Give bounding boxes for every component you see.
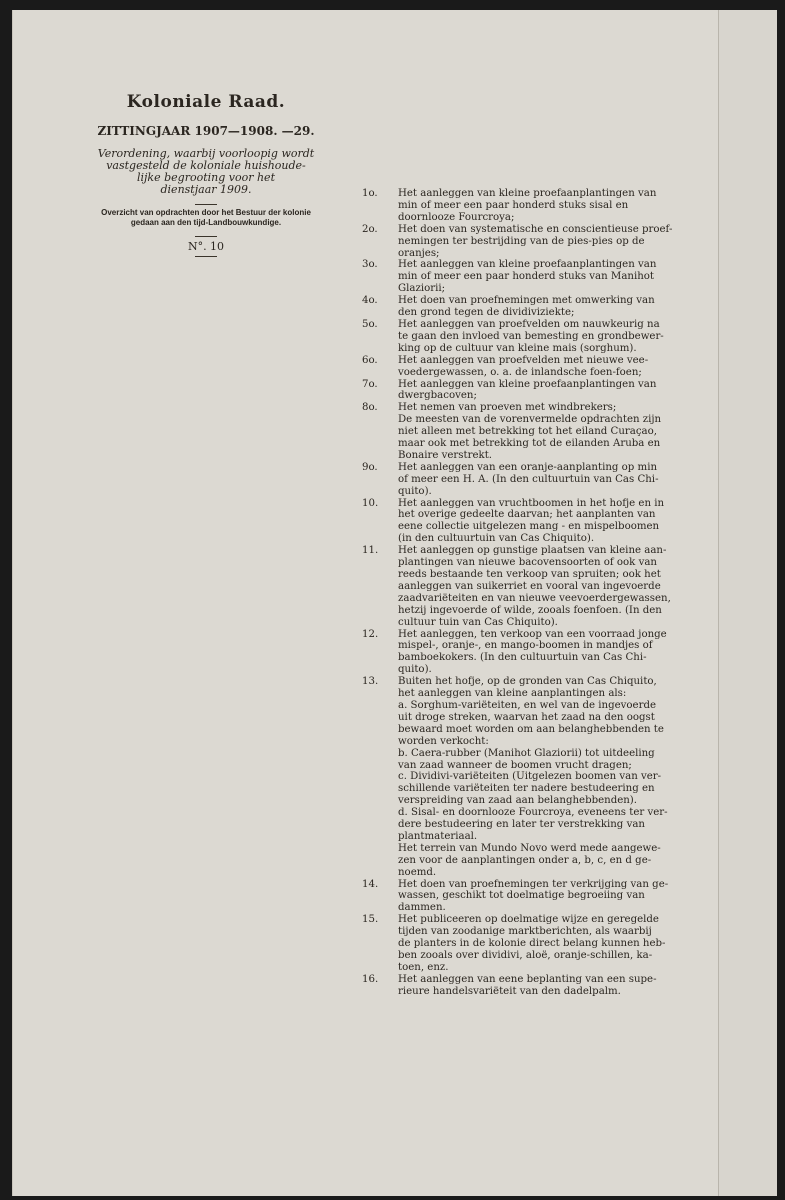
- item-line: aanleggen van suikerriet en vooral van ingevoerde: [398, 580, 661, 592]
- item-number: 8o.: [362, 402, 378, 414]
- item-line: het aanleggen van kleine aanplantingen als:: [398, 688, 627, 700]
- item-line: reeds bestaande ten verkoop van spruiten; ook het: [398, 569, 661, 580]
- ordinance-description: [80, 148, 332, 196]
- item-line: cultuur tuin van Cas Chiquito).: [398, 616, 558, 628]
- item-line: Het aanleggen van kleine proefaanplantingen van: [398, 188, 657, 199]
- item-number: 13.: [362, 676, 379, 688]
- list-item: [362, 188, 708, 224]
- item-line: Het aanleggen van kleine proefaanplantingen van: [398, 259, 657, 271]
- list-item: [362, 974, 708, 998]
- item-text: [398, 379, 708, 403]
- item-line: noemd.: [398, 866, 437, 878]
- item-number: 16.: [362, 973, 379, 985]
- item-text: [398, 914, 708, 974]
- item-line: bamboekokers. (In den cultuurtuin van Cas Chi-: [398, 652, 647, 664]
- item-line: (in den cultuurtuin van Cas Chiquito).: [398, 533, 595, 545]
- item-line: toen, enz.: [398, 961, 449, 973]
- item-number: 11.: [362, 545, 379, 557]
- item-line: Het nemen van proeven met windbrekers;: [398, 402, 617, 414]
- item-line: voedergewassen, o. a. de inlandsche foen-foen;: [398, 366, 642, 378]
- divider: [195, 236, 217, 237]
- item-text: [398, 629, 708, 677]
- item-text: [398, 498, 708, 546]
- item-text: [398, 879, 708, 915]
- item-line: de planters in de kolonie direct belang kunnen heb-: [398, 938, 666, 950]
- item-line: zaadvariëteiten en van nieuwe veevoerdergewassen,: [398, 592, 671, 604]
- list-item: [362, 676, 708, 878]
- item-line: min of meer een paar honderd stuks van Manihot: [398, 271, 655, 283]
- overview-line: gedaan aan den tijd-Landbouwkundige.: [130, 218, 282, 227]
- list-item: [362, 545, 708, 628]
- item-number: 6o.: [362, 354, 378, 366]
- item-line: maar ook met betrekking tot de eilanden Aruba en: [398, 438, 661, 450]
- document-number: N°. 10: [187, 240, 225, 253]
- item-text: [398, 188, 708, 224]
- list-item: [362, 498, 708, 546]
- list-item: [362, 879, 708, 915]
- item-text: [398, 402, 708, 462]
- item-line: quito).: [398, 664, 432, 676]
- item-line: uit droge streken, waarvan het zaad na den oogst: [398, 711, 655, 723]
- item-text: [398, 355, 708, 379]
- overview-caption: [80, 208, 332, 228]
- item-text: [398, 319, 708, 355]
- item-line: dere bestudeering en later ter verstrekking van: [398, 819, 645, 831]
- item-line: plantingen van nieuwe bacovensoorten of ook van: [398, 557, 657, 569]
- item-line: Het aanleggen van vruchtboomen in het hofje en in: [398, 497, 665, 509]
- item-number: 15.: [362, 914, 379, 926]
- item-number: 10.: [362, 497, 379, 509]
- item-line: Het doen van systematische en conscientieuse proef-: [398, 223, 673, 235]
- overview-line: Overzicht van opdrachten door het Bestuur der kolonie: [101, 208, 311, 217]
- ordinance-line: lijke begrooting voor het: [136, 171, 275, 184]
- item-text: [398, 676, 708, 878]
- list-item: [362, 319, 708, 355]
- item-line: te gaan den invloed van bemesting en grondbewer-: [398, 330, 664, 342]
- item-line: Het aanleggen van proefvelden met nieuwe vee-: [398, 354, 649, 366]
- item-number: 12.: [362, 628, 379, 640]
- item-line: quito).: [398, 485, 432, 497]
- item-line: Het doen van proefnemingen met omwerking van: [398, 295, 655, 307]
- item-number: 2o.: [362, 223, 378, 235]
- item-line: b. Caera-rubber (Manihot Glaziorii) tot uitdeeling: [398, 747, 655, 759]
- item-text: [398, 462, 708, 498]
- item-line: het overige gedeelte daarvan; het aanplanten van: [398, 509, 656, 521]
- list-item: [362, 914, 708, 974]
- item-line: hetzij ingevoerde of wilde, zooals foenfoen. (In den: [398, 604, 662, 616]
- item-line: dammen.: [398, 902, 446, 914]
- item-line: Het terrein van Mundo Novo werd mede aangewe-: [398, 842, 661, 854]
- item-line: zen voor de aanplantingen onder a, b, c, en d ge-: [398, 854, 652, 866]
- item-line: tijden van zoodanige marktberichten, als waarbij: [398, 926, 652, 938]
- item-line: niet alleen met betrekking tot het eiland Curaçao,: [398, 426, 657, 438]
- list-item: [362, 402, 708, 462]
- item-text: [398, 259, 708, 295]
- item-number: 7o.: [362, 378, 378, 390]
- item-number: 3o.: [362, 259, 378, 271]
- divider: [195, 204, 217, 205]
- item-number: 5o.: [362, 318, 378, 330]
- item-line: plantmateriaal.: [398, 830, 478, 842]
- item-line: Het aanleggen, ten verkoop van een voorraad jonge: [398, 628, 667, 640]
- item-line: De meesten van de vorenvermelde opdrachten zijn: [398, 414, 662, 426]
- document-title: Koloniale Raad.: [126, 92, 286, 112]
- item-line: Het doen van proefnemingen ter verkrijging van ge-: [398, 878, 669, 890]
- item-line: of meer een H. A. (In den cultuurtuin van Cas Chi-: [398, 473, 659, 485]
- item-line: d. Sisal- en doornlooze Fourcroya, eveneens ter ver-: [398, 807, 668, 819]
- item-line: den grond tegen de dividiviziekte;: [398, 307, 575, 319]
- item-line: c. Dividivi-variëteiten (Uitgelezen boomen van ver-: [398, 771, 662, 783]
- item-line: Het aanleggen van eene beplanting van een supe-: [398, 973, 657, 985]
- list-item: [362, 224, 708, 260]
- list-item: [362, 462, 708, 498]
- ordinance-line: Verordening, waarbij voorloopig wordt: [97, 147, 315, 160]
- item-line: oranjes;: [398, 247, 440, 259]
- item-line: Glaziorii;: [398, 283, 446, 295]
- item-line: van zaad wanneer de boomen vrucht dragen;: [398, 759, 632, 771]
- item-line: verspreiding van zaad aan belanghebbenden).: [398, 795, 638, 807]
- item-line: worden verkocht:: [398, 735, 489, 747]
- paper-edge: [718, 10, 777, 1196]
- list-item: [362, 629, 708, 677]
- item-line: bewaard moet worden om aan belanghebbenden te: [398, 723, 664, 735]
- item-line: ben zooals over dividivi, aloë, oranje-schillen, ka-: [398, 950, 653, 961]
- list-item: [362, 295, 708, 319]
- item-text: [398, 974, 708, 998]
- list-item: [362, 259, 708, 295]
- item-line: schillende variëteiten ter nadere bestudeering en: [398, 783, 655, 795]
- item-line: Het aanleggen van een oranje-aanplanting op min: [398, 461, 658, 473]
- item-line: Het publiceeren op doelmatige wijze en geregelde: [398, 914, 659, 926]
- item-line: Buiten het hofje, op de gronden van Cas Chiquito,: [398, 676, 657, 688]
- assignment-list: [362, 188, 708, 998]
- item-line: king op de cultuur van kleine mais (sorghum).: [398, 342, 637, 354]
- item-text: [398, 224, 708, 260]
- item-line: dwergbacoven;: [398, 390, 477, 402]
- item-line: mispel-, oranje-, en mango-boomen in mandjes of: [398, 640, 653, 652]
- item-number: 9o.: [362, 461, 378, 473]
- item-text: [398, 545, 708, 628]
- list-item: [362, 355, 708, 379]
- item-line: rieure handelsvariëteit van den dadelpalm.: [398, 985, 621, 997]
- item-line: Het aanleggen van kleine proefaanplantingen van: [398, 378, 657, 390]
- divider: [195, 256, 217, 257]
- item-line: doornlooze Fourcroya;: [398, 211, 515, 223]
- session-year: ZITTINGJAAR 1907—1908. —29.: [97, 124, 315, 138]
- item-line: nemingen ter bestrijding van de pies-pies op de: [398, 235, 645, 247]
- ordinance-line: vastgesteld de koloniale huishoude-: [106, 159, 306, 172]
- item-line: min of meer een paar honderd stuks sisal en: [398, 199, 629, 211]
- item-number: 4o.: [362, 295, 378, 307]
- item-line: Het aanleggen op gunstige plaatsen van kleine aan-: [398, 545, 667, 557]
- item-text: [398, 295, 708, 319]
- item-line: eene collectie uitgelezen mang - en mispelboomen: [398, 521, 660, 533]
- list-item: [362, 379, 708, 403]
- item-line: Bonaire verstrekt.: [398, 449, 493, 461]
- item-number: 1o.: [362, 188, 378, 199]
- item-line: a. Sorghum-variëteiten, en wel van de ingevoerde: [398, 699, 657, 711]
- ordinance-line: dienstjaar 1909.: [160, 183, 252, 196]
- item-line: Het aanleggen van proefvelden om nauwkeurig na: [398, 318, 660, 330]
- document-header: [80, 92, 332, 260]
- item-line: wassen, geschikt tot doelmatige begroeiing van: [398, 890, 645, 902]
- item-number: 14.: [362, 878, 379, 890]
